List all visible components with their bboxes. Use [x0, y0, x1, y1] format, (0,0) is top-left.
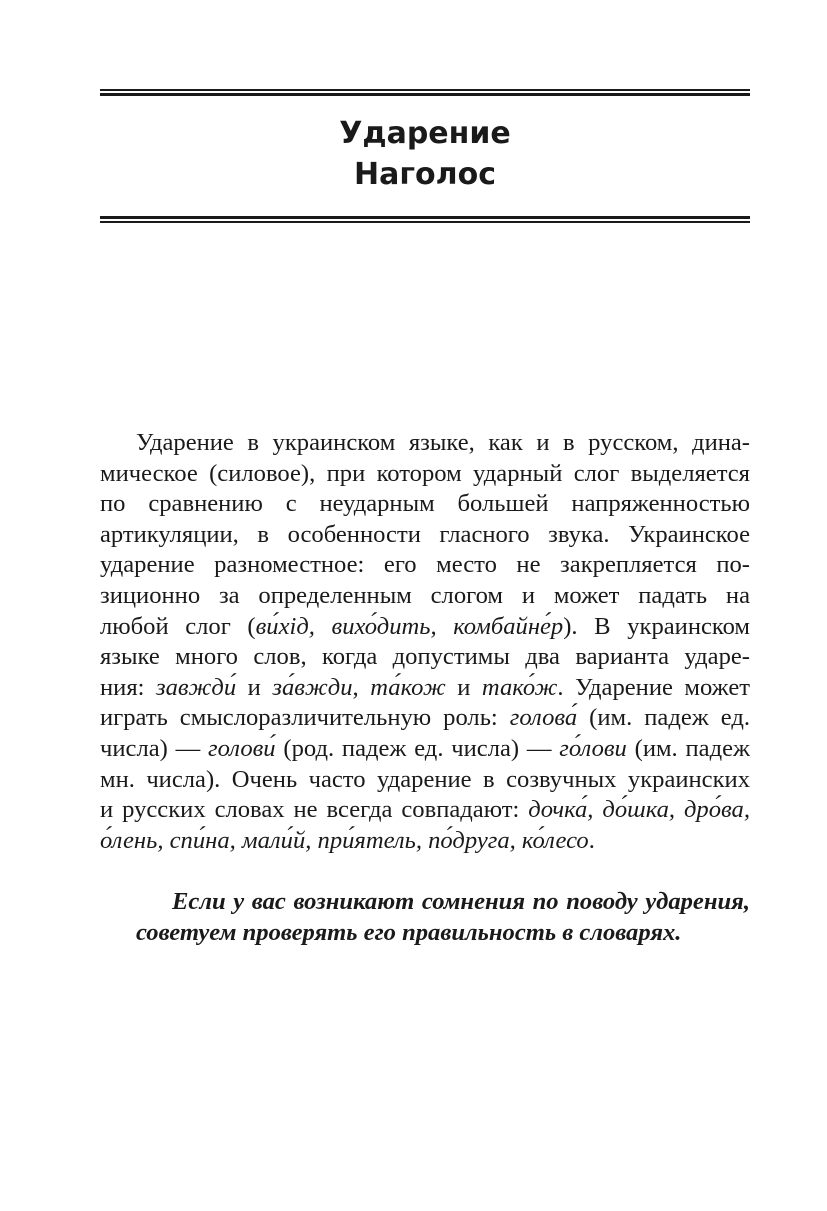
example-words: о́лень, спи́на, мали́й, при́ятель, по́друга, ко́лесо	[100, 826, 589, 854]
example-word: голова́	[509, 704, 578, 732]
paragraph-line: зиционно за определенным слогом и может падать на	[100, 581, 750, 609]
paragraph-line: мическое (силовое), при котором ударный слог выделяется	[100, 459, 750, 487]
example-word: го́лови	[559, 734, 627, 762]
example-word: та́кож	[370, 673, 446, 701]
paragraph-line: любой слог (ви́хід, вихо́дить, комбайне́р). В украинском	[100, 612, 750, 640]
paragraph-line: по сравнению с неударным большей напряженностью	[100, 490, 750, 518]
note-line: советуем проверять его правильность в словарях.	[136, 919, 682, 946]
paragraph-line: о́лень, спи́на, мали́й, при́ятель, по́друга, ко́лесо.	[100, 826, 595, 854]
paragraph-line: мн. числа). Очень часто ударение в созвучных украинских	[100, 765, 750, 793]
paragraph-line: Ударение в украинском языке, как и в русском, дина-	[136, 429, 750, 456]
paragraph-line: языке много слов, когда допустимы два варианта ударе-	[100, 643, 750, 671]
example-word: за́вжди	[272, 673, 353, 701]
example-words: ви́хід, вихо́дить, комбайне́р	[255, 612, 564, 640]
header-bottom-rule	[100, 216, 750, 223]
paragraph-line: числа) — голови́ (род. падеж ед. числа) — го́лови (им. падеж	[100, 734, 750, 762]
paragraph-line: ударение разноместное: его место не закрепляется по-	[100, 551, 750, 579]
example-word: завжди́	[155, 673, 237, 701]
title-russian: Ударение	[339, 116, 511, 151]
paragraph-line: играть смыслоразличительную роль: голова́ (им. падеж ед.	[100, 704, 750, 732]
paragraph-line: и русских словах не всегда совпадают: дочка́, до́шка, дро́ва,	[100, 796, 750, 824]
note-line: Если у вас возникают сомнения по поводу ударения,	[172, 888, 750, 915]
example-word: тако́ж	[481, 673, 558, 701]
example-word: голови́	[208, 734, 276, 762]
main-paragraph	[100, 428, 750, 856]
paragraph-line: ния: завжди́ и за́вжди, та́кож и тако́ж. Ударение может	[100, 673, 750, 701]
chapter-heading	[100, 113, 750, 195]
title-ukrainian: Наголос	[353, 157, 496, 192]
advice-note	[100, 886, 750, 948]
header-top-rule	[100, 89, 750, 96]
paragraph-line: артикуляции, в особенности гласного звука. Украинское	[100, 520, 750, 548]
example-words: дочка́, до́шка, дро́ва,	[528, 796, 750, 824]
